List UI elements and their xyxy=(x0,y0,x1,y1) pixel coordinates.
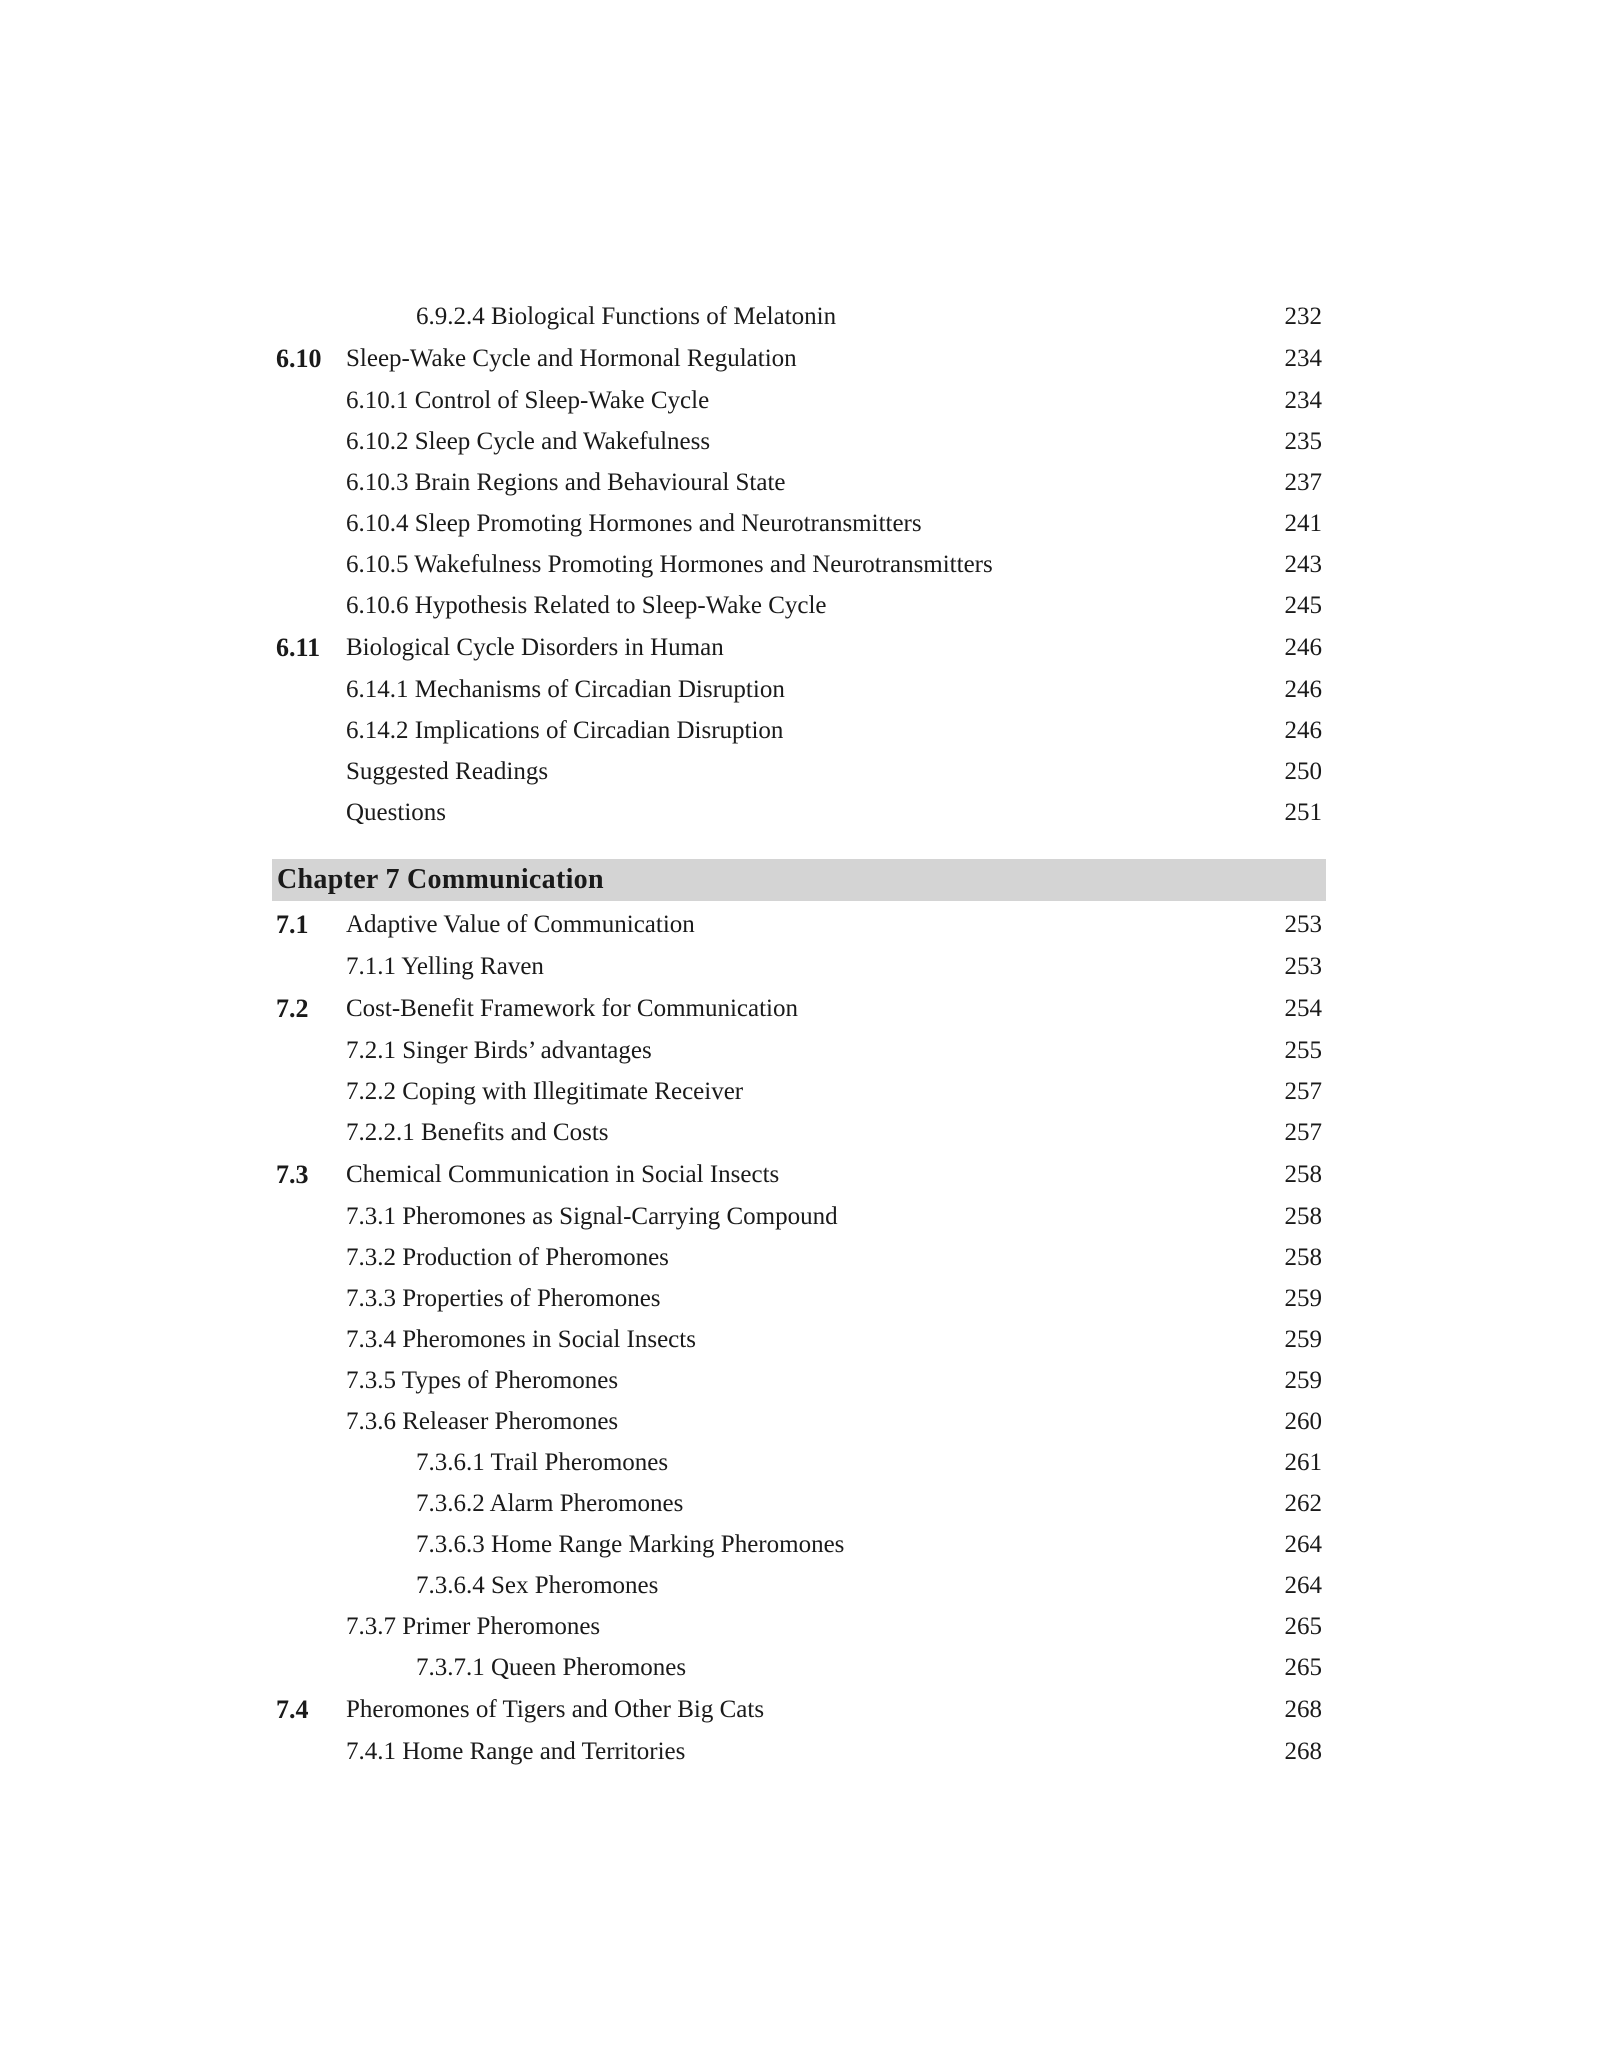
toc-entry[interactable] xyxy=(272,1112,1326,1153)
section-number: 6.11 xyxy=(276,633,321,662)
table-of-contents xyxy=(272,296,1326,1772)
page-number: 255 xyxy=(1284,1037,1322,1064)
page-number: 259 xyxy=(1284,1326,1322,1353)
page-number: 246 xyxy=(1284,676,1322,703)
entry-title: 6.9.2.4 Biological Functions of Melatonin xyxy=(416,303,837,330)
toc-section-entry[interactable] xyxy=(272,1153,1326,1196)
entry-title: Sleep-Wake Cycle and Hormonal Regulation xyxy=(346,345,797,372)
toc-entry[interactable] xyxy=(272,792,1326,833)
toc-entry[interactable] xyxy=(272,710,1326,751)
page-number: 261 xyxy=(1284,1449,1322,1476)
page-number: 258 xyxy=(1284,1244,1322,1271)
toc-entry[interactable] xyxy=(272,1071,1326,1112)
toc-entry[interactable] xyxy=(272,462,1326,503)
entry-title: 6.10.5 Wakefulness Promoting Hormones and Neurotransmitters xyxy=(346,551,993,578)
page-number: 253 xyxy=(1284,953,1322,980)
page-number: 264 xyxy=(1284,1572,1322,1599)
chapter-heading: Chapter 7 Communication xyxy=(272,859,1326,901)
page-number: 257 xyxy=(1284,1119,1322,1146)
page-number: 264 xyxy=(1284,1531,1322,1558)
entry-title: 7.1.1 Yelling Raven xyxy=(346,953,544,980)
page-number: 262 xyxy=(1284,1490,1322,1517)
entry-title: 6.10.4 Sleep Promoting Hormones and Neurotransmitters xyxy=(346,510,922,537)
toc-entry[interactable] xyxy=(272,1360,1326,1401)
section-number: 7.3 xyxy=(276,1160,309,1189)
page-number: 235 xyxy=(1284,428,1322,455)
page-number: 258 xyxy=(1284,1161,1322,1188)
entry-title: 6.10.3 Brain Regions and Behavioural State xyxy=(346,469,786,496)
page-number: 258 xyxy=(1284,1203,1322,1230)
toc-entry[interactable] xyxy=(272,669,1326,710)
entry-title: 7.2.1 Singer Birds’ advantages xyxy=(346,1037,652,1064)
entry-title: 7.3.6.2 Alarm Pheromones xyxy=(416,1490,684,1517)
toc-entry[interactable] xyxy=(272,1606,1326,1647)
toc-entry[interactable] xyxy=(272,1030,1326,1071)
toc-entry[interactable] xyxy=(272,1442,1326,1483)
page-number: 253 xyxy=(1284,911,1322,938)
entry-title: Adaptive Value of Communication xyxy=(346,911,695,938)
page-number: 259 xyxy=(1284,1367,1322,1394)
page-number: 251 xyxy=(1284,799,1322,826)
page-number: 234 xyxy=(1284,345,1322,372)
entry-title: 7.3.5 Types of Pheromones xyxy=(346,1367,619,1394)
entry-title: Cost-Benefit Framework for Communication xyxy=(346,995,799,1022)
toc-section-entry[interactable] xyxy=(272,987,1326,1030)
page-number: 232 xyxy=(1284,303,1322,330)
page-number: 234 xyxy=(1284,387,1322,414)
entry-title: 7.3.6.3 Home Range Marking Pheromones xyxy=(416,1531,845,1558)
entry-title: Biological Cycle Disorders in Human xyxy=(346,634,724,661)
toc-entry[interactable] xyxy=(272,1278,1326,1319)
toc-entry[interactable] xyxy=(272,1565,1326,1606)
toc-entry[interactable] xyxy=(272,1731,1326,1772)
entry-title: Pheromones of Tigers and Other Big Cats xyxy=(346,1696,765,1723)
entry-title: Suggested Readings xyxy=(346,758,549,785)
page-number: 237 xyxy=(1284,469,1322,496)
entry-title: 7.3.2 Production of Pheromones xyxy=(346,1244,669,1271)
section-number: 6.10 xyxy=(276,344,322,373)
entry-title: 6.14.1 Mechanisms of Circadian Disruption xyxy=(346,676,785,703)
toc-section-entry[interactable] xyxy=(272,626,1326,669)
toc-entry[interactable] xyxy=(272,946,1326,987)
toc-entry[interactable] xyxy=(272,1319,1326,1360)
toc-entry[interactable] xyxy=(272,751,1326,792)
toc-entry[interactable] xyxy=(272,421,1326,462)
page-number: 257 xyxy=(1284,1078,1322,1105)
entry-title: Chemical Communication in Social Insects xyxy=(346,1161,780,1188)
page-number: 259 xyxy=(1284,1285,1322,1312)
page-number: 268 xyxy=(1284,1738,1322,1765)
page-number: 246 xyxy=(1284,717,1322,744)
page-number: 243 xyxy=(1284,551,1322,578)
page-number: 265 xyxy=(1284,1654,1322,1681)
toc-entry[interactable] xyxy=(272,1196,1326,1237)
toc-section-entry[interactable] xyxy=(272,337,1326,380)
entry-title: 7.2.2.1 Benefits and Costs xyxy=(346,1119,609,1146)
entry-title: 7.4.1 Home Range and Territories xyxy=(346,1738,686,1765)
page-number: 250 xyxy=(1284,758,1322,785)
toc-section-entry[interactable] xyxy=(272,903,1326,946)
toc-entry[interactable] xyxy=(272,1237,1326,1278)
page-number: 254 xyxy=(1284,995,1322,1022)
toc-entry[interactable] xyxy=(272,544,1326,585)
section-number: 7.4 xyxy=(276,1695,309,1724)
toc-entry[interactable] xyxy=(272,1647,1326,1688)
page-number: 241 xyxy=(1284,510,1322,537)
page-number: 268 xyxy=(1284,1696,1322,1723)
page-number: 265 xyxy=(1284,1613,1322,1640)
entry-title: 7.3.1 Pheromones as Signal-Carrying Compound xyxy=(346,1203,838,1230)
entry-title: 7.3.3 Properties of Pheromones xyxy=(346,1285,661,1312)
entry-title: 7.3.6 Releaser Pheromones xyxy=(346,1408,619,1435)
entry-title: 7.3.6.1 Trail Pheromones xyxy=(416,1449,669,1476)
entry-title: 6.14.2 Implications of Circadian Disruption xyxy=(346,717,784,744)
entry-title: 7.3.7 Primer Pheromones xyxy=(346,1613,601,1640)
page-number: 246 xyxy=(1284,634,1322,661)
page-number: 260 xyxy=(1284,1408,1322,1435)
entry-title: 7.3.7.1 Queen Pheromones xyxy=(416,1654,687,1681)
toc-entry[interactable] xyxy=(272,503,1326,544)
toc-entry[interactable] xyxy=(272,585,1326,626)
toc-entry[interactable] xyxy=(272,296,1326,337)
entry-title: Questions xyxy=(346,799,446,826)
toc-entry[interactable] xyxy=(272,1401,1326,1442)
toc-entry[interactable] xyxy=(272,1483,1326,1524)
entry-title: 7.3.4 Pheromones in Social Insects xyxy=(346,1326,696,1353)
section-number: 7.1 xyxy=(276,910,309,939)
section-number: 7.2 xyxy=(276,994,309,1023)
entry-title: 7.2.2 Coping with Illegitimate Receiver xyxy=(346,1078,744,1105)
entry-title: 6.10.1 Control of Sleep-Wake Cycle xyxy=(346,387,710,414)
entry-title: 6.10.2 Sleep Cycle and Wakefulness xyxy=(346,428,711,455)
toc-entry[interactable] xyxy=(272,1524,1326,1565)
entry-title: 7.3.6.4 Sex Pheromones xyxy=(416,1572,659,1599)
page-number: 245 xyxy=(1284,592,1322,619)
entry-title: 6.10.6 Hypothesis Related to Sleep-Wake Cycle xyxy=(346,592,827,619)
toc-entry[interactable] xyxy=(272,380,1326,421)
toc-section-entry[interactable] xyxy=(272,1688,1326,1731)
